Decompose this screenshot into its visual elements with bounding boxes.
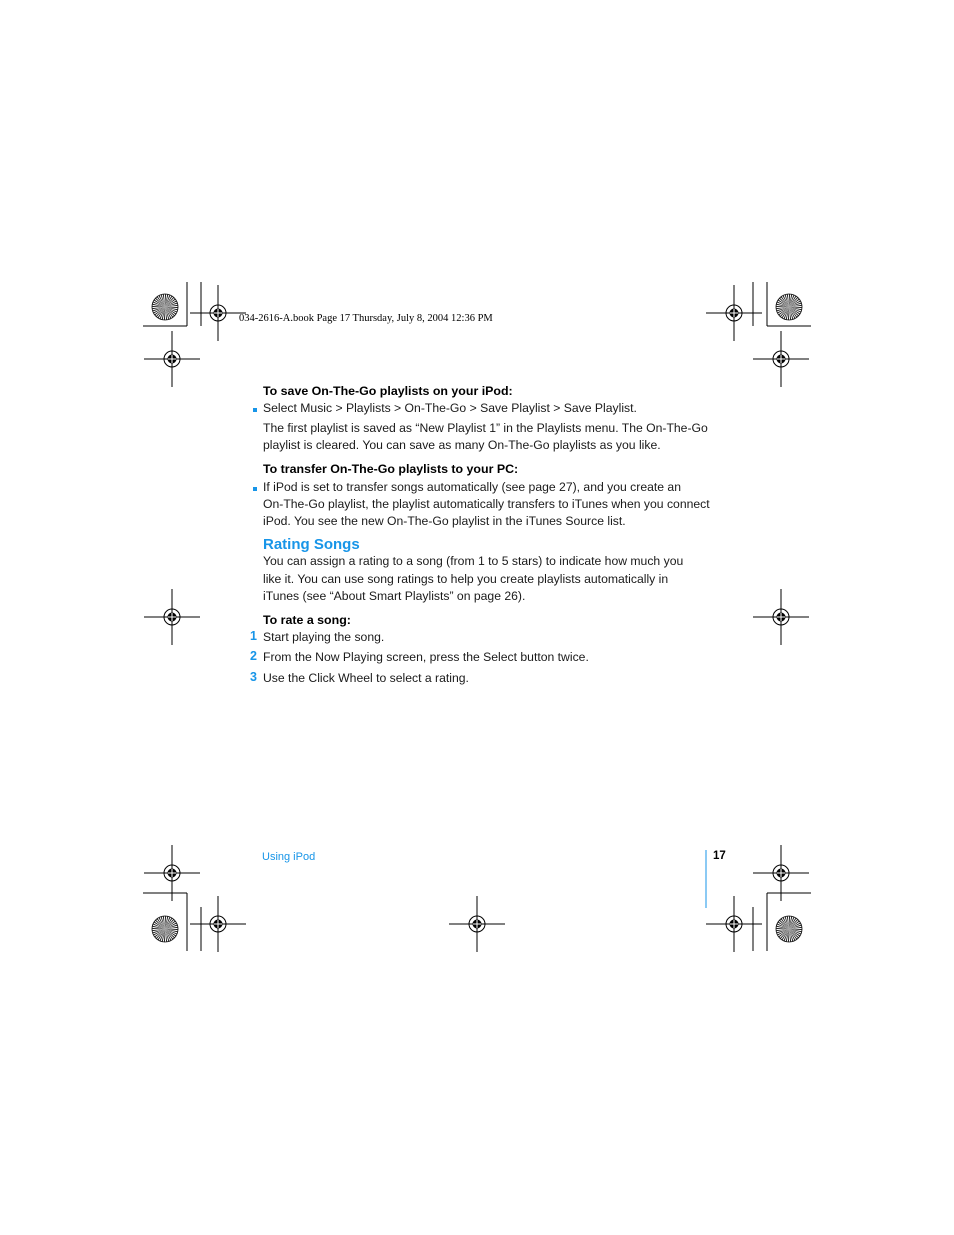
star-target-icon [152,294,178,320]
transfer-heading: To transfer On-The-Go playlists to your PC: [263,462,519,476]
rating-intro-line: You can assign a rating to a song (from 1 to 5 stars) to indicate how much you [263,554,684,568]
star-target-icon [776,294,802,320]
save-heading: To save On-The-Go playlists on your iPod: [263,384,513,398]
footer-section: Using iPod [262,851,316,863]
star-target-icon [152,916,178,942]
transfer-bullet-line: If iPod is set to transfer songs automatically (see page 27), and you create an [263,480,681,494]
rating-intro-line: iTunes (see “About Smart Playlists” on page 26). [263,589,526,603]
step-number: 3 [250,670,257,684]
save-para-line: playlist is cleared. You can save as many On-The-Go playlists as you like. [263,438,661,452]
star-target-icon [776,916,802,942]
section-title: Rating Songs [263,536,360,553]
registration-mark-icon [190,896,246,952]
step-text: Use the Click Wheel to select a rating. [263,671,469,685]
slug-line: 034-2616-A.book Page 17 Thursday, July 8, 2004 12:36 PM [239,313,493,324]
save-para-line: The first playlist is saved as “New Playlist 1” in the Playlists menu. The On-The-Go [263,421,708,435]
registration-mark-icon [144,331,200,387]
step-number: 2 [250,649,257,663]
transfer-bullet-line: iPod. You see the new On-The-Go playlist in the iTunes Source list. [263,514,626,528]
registration-mark-icon [753,589,809,645]
registration-mark-icon [449,896,505,952]
steps-heading: To rate a song: [263,613,351,627]
registration-mark-icon [706,896,762,952]
step-text: From the Now Playing screen, press the Select button twice. [263,650,589,664]
page-number: 17 [713,850,726,862]
registration-mark-icon [706,285,762,341]
registration-mark-icon [753,331,809,387]
registration-mark-icon [144,589,200,645]
bullet-icon [253,487,257,491]
rating-intro-line: like it. You can use song ratings to help you create playlists automatically in [263,572,669,586]
step-number: 1 [250,629,257,643]
registration-mark-icon [190,285,246,341]
step-text: Start playing the song. [263,630,385,644]
bullet-icon [253,408,257,412]
save-bullet-text: Select Music > Playlists > On-The-Go > Save Playlist > Save Playlist. [263,401,637,415]
transfer-bullet-line: On-The-Go playlist, the playlist automatically transfers to iTunes when you connect [263,497,710,511]
